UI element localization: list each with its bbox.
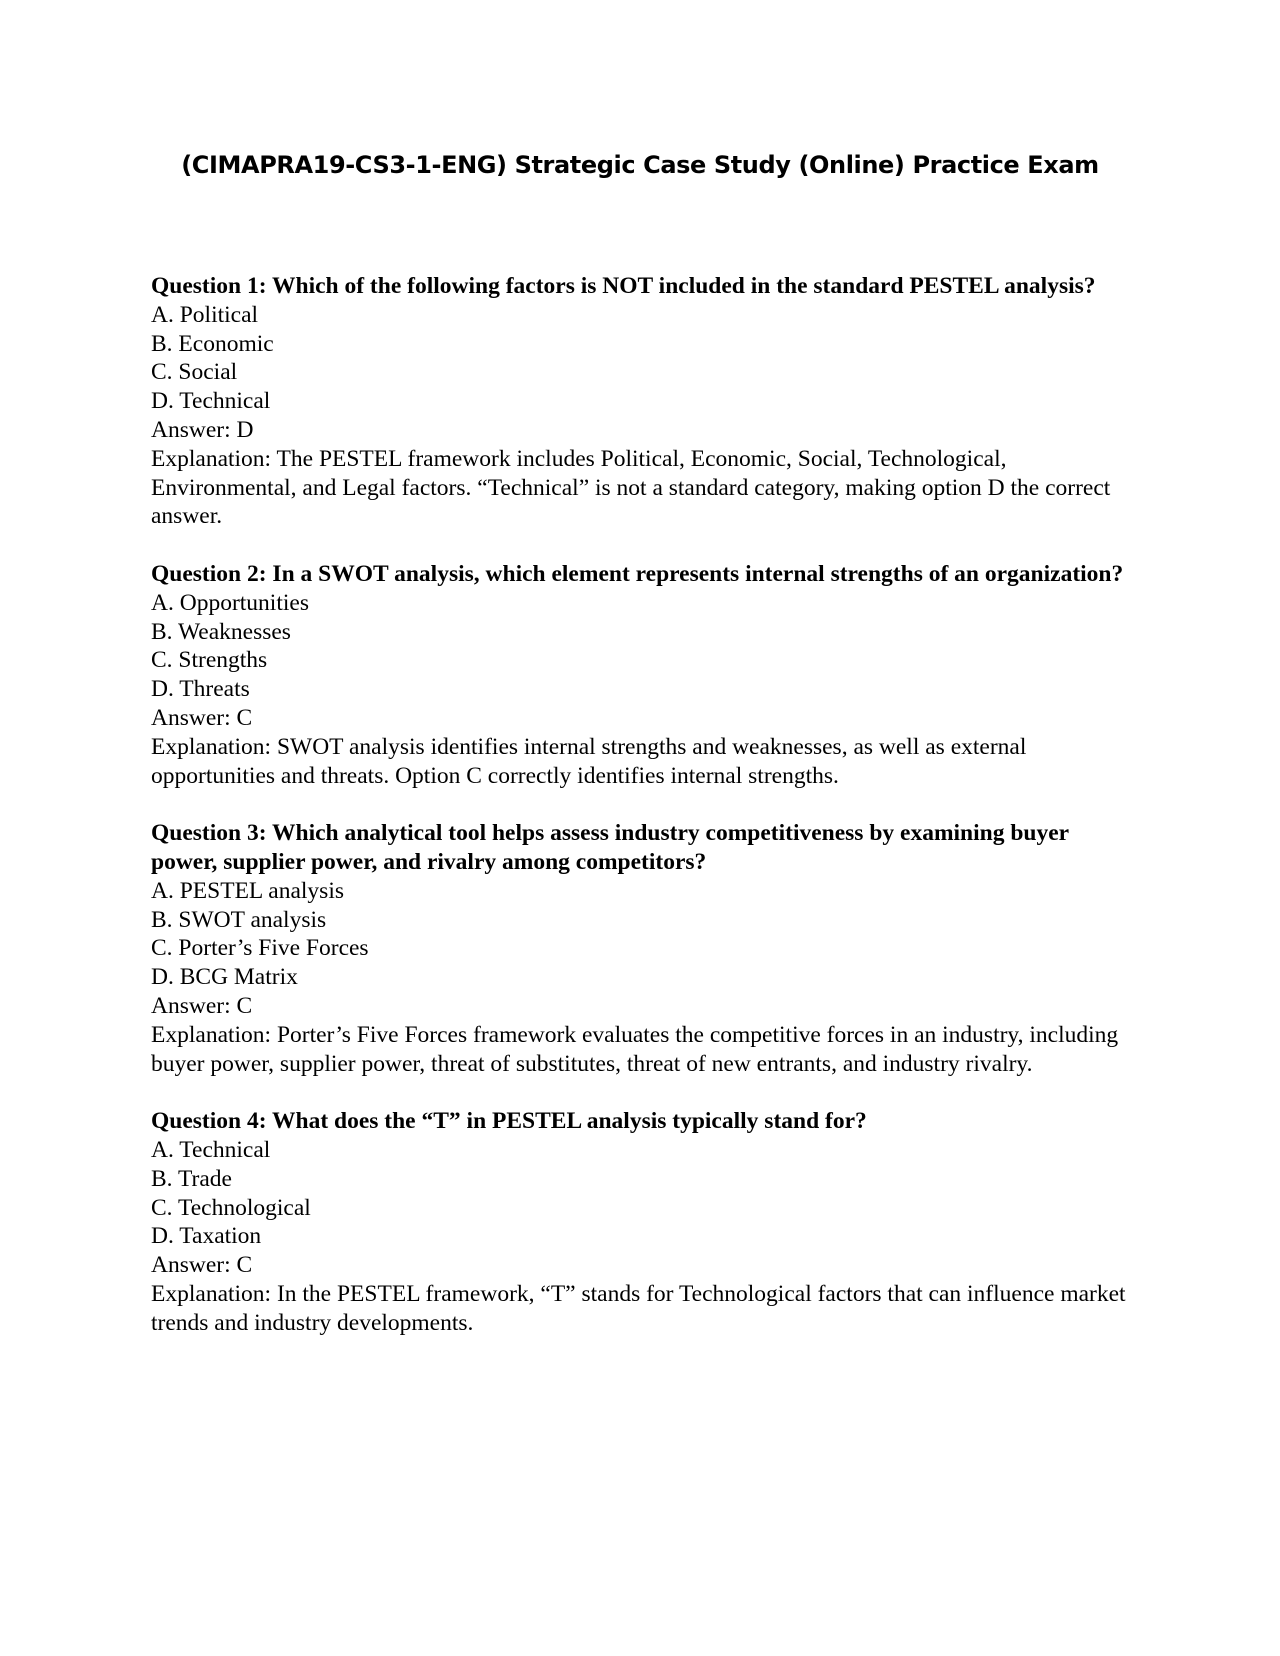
question-block-1 (151, 272, 1131, 531)
option-a: A. Opportunities (151, 589, 309, 616)
answer-text: Answer: C (151, 992, 253, 1019)
question-block-4 (151, 1107, 1131, 1337)
explanation-text: Explanation: SWOT analysis identifies internal strengths and weaknesses, as well as external opportunities and threats. Option C correctly identifies internal strengths. (151, 733, 1027, 789)
option-d: D. Threats (151, 676, 250, 703)
explanation-text: Explanation: The PESTEL framework includes Political, Economic, Social, Technological, Environmental, and Legal factors. “Technical” is not a standard category, making option D the correct answer. (151, 445, 1111, 530)
question-text: Question 1: Which of the following factors is NOT included in the standard PESTEL analysis? (151, 273, 1096, 299)
explanation-text: Explanation: Porter’s Five Forces framework evaluates the competitive forces in an industry, including buyer power, supplier power, threat of substitutes, threat of new entrants, and industry rivalry. (151, 1021, 1119, 1077)
answer-text: Answer: D (151, 416, 254, 443)
option-b: B. Economic (151, 330, 274, 357)
option-b: B. SWOT analysis (151, 906, 327, 933)
question-text: Question 3: Which analytical tool helps assess industry competitiveness by examining buyer power, supplier power, and rivalry among competitors? (151, 820, 1069, 875)
option-a: A. Political (151, 301, 259, 328)
answer-text: Answer: C (151, 704, 253, 731)
question-list (151, 272, 1131, 1366)
question-block-2 (151, 560, 1131, 790)
question-text: Question 2: In a SWOT analysis, which element represents internal strengths of an organization? (151, 560, 1124, 587)
option-b: B. Weaknesses (151, 618, 291, 645)
option-a: A. PESTEL analysis (151, 877, 344, 904)
explanation-text: Explanation: In the PESTEL framework, “T” stands for Technological factors that can influence market trends and industry developments. (151, 1280, 1126, 1336)
question-text: Question 4: What does the “T” in PESTEL analysis typically stand for? (151, 1108, 867, 1135)
option-a: A. Technical (151, 1136, 271, 1163)
option-c: C. Technological (151, 1194, 311, 1221)
question-block-3 (151, 819, 1131, 1078)
option-d: D. BCG Matrix (151, 964, 298, 991)
answer-text: Answer: C (151, 1252, 253, 1279)
option-d: D. Technical (151, 388, 271, 415)
option-d: D. Taxation (151, 1223, 262, 1250)
page-title: (CIMAPRA19-CS3-1-ENG) Strategic Case Study (Online) Practice Exam (181, 151, 1099, 179)
option-b: B. Trade (151, 1165, 232, 1192)
option-c: C. Strengths (151, 647, 268, 674)
option-c: C. Porter’s Five Forces (151, 935, 369, 962)
option-c: C. Social (151, 359, 238, 386)
